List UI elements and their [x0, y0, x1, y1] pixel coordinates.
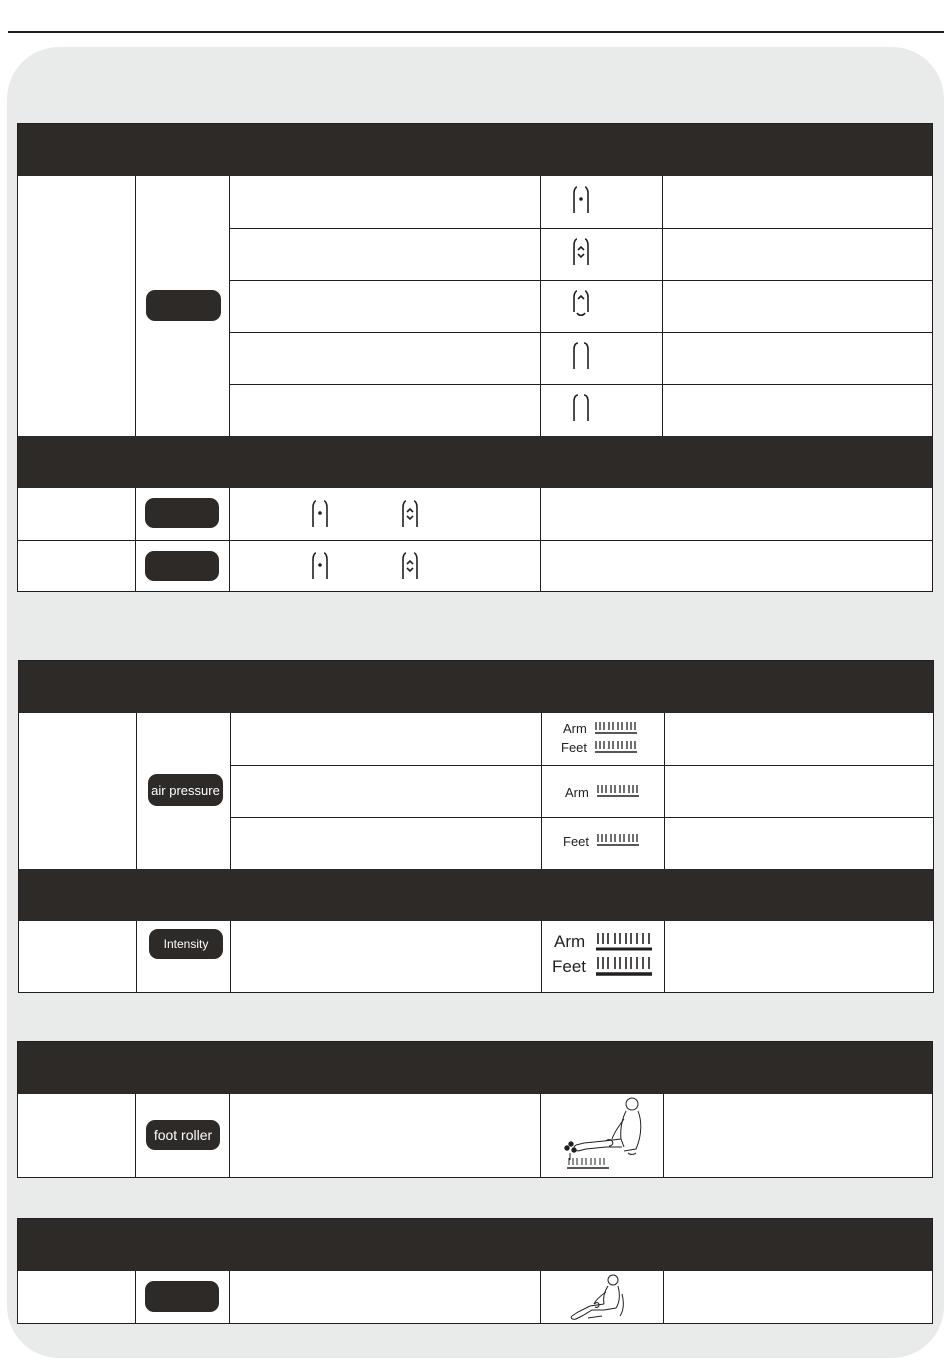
column-divider [230, 713, 231, 869]
foot-roller-table [17, 1041, 933, 1178]
backrest-mode-chevrons-icon [570, 236, 592, 266]
recline-button[interactable] [145, 1281, 219, 1312]
column-divider [541, 713, 542, 869]
backrest-mode-chevrons-icon [399, 498, 421, 528]
program-button[interactable] [145, 551, 219, 581]
column-divider [663, 1094, 664, 1177]
column-divider [540, 176, 541, 436]
column-divider [229, 1094, 230, 1177]
reclined-chair-icon [568, 1272, 632, 1322]
row-divider [230, 765, 933, 766]
top-rule [8, 31, 944, 33]
backrest-mode-dot-icon [309, 498, 331, 528]
arm-label: Arm [554, 932, 586, 951]
row-divider [230, 817, 933, 818]
table-header-bar [19, 869, 933, 921]
backrest-mode-dot-icon [309, 550, 331, 580]
column-divider [662, 176, 663, 436]
level-bars-icon [596, 784, 640, 798]
backrest-open-icon [570, 392, 592, 422]
backrest-mode-dot-icon [570, 184, 592, 214]
table-header-bar [18, 124, 932, 176]
backrest-mode-up-down-icon [570, 288, 592, 318]
table-header-bar [18, 1219, 932, 1271]
column-divider [541, 921, 542, 992]
feet-label: Feet [563, 834, 590, 849]
column-divider [540, 1271, 541, 1323]
air-pressure-button[interactable]: air pressure [148, 774, 223, 806]
level-bars-icon [594, 721, 638, 735]
column-divider [663, 1271, 664, 1323]
row-divider [229, 384, 932, 385]
table-header-bar [19, 661, 933, 713]
intensity-button[interactable]: Intensity [149, 929, 223, 959]
program-button[interactable] [145, 498, 219, 528]
column-divider [229, 176, 230, 436]
chair-foot-roller-icon [562, 1095, 644, 1171]
backrest-mode-button[interactable] [146, 290, 221, 321]
arm-label: Arm [565, 785, 589, 800]
backrest-mode-chevrons-icon [399, 550, 421, 580]
row-divider [229, 332, 932, 333]
row-divider [18, 540, 932, 541]
column-divider [135, 1094, 136, 1177]
column-divider [664, 713, 665, 869]
feet-label: Feet [552, 957, 587, 976]
level-bars-icon [595, 932, 653, 952]
column-divider [136, 713, 137, 869]
column-divider [135, 176, 136, 436]
column-divider [229, 1271, 230, 1323]
column-divider [540, 1094, 541, 1177]
level-bars-icon [594, 740, 638, 754]
arm-label: Arm [563, 721, 587, 736]
foot-roller-button[interactable]: foot roller [146, 1120, 220, 1150]
table-header-bar [18, 436, 932, 488]
column-divider [230, 921, 231, 992]
backrest-open-icon [570, 340, 592, 370]
column-divider [135, 1271, 136, 1323]
feet-label: Feet [561, 740, 588, 755]
row-divider [229, 228, 932, 229]
row-divider [229, 280, 932, 281]
level-bars-icon [595, 956, 653, 978]
level-bars-icon [596, 833, 640, 847]
column-divider [136, 921, 137, 992]
table-header-bar [18, 1042, 932, 1094]
column-divider [664, 921, 665, 992]
